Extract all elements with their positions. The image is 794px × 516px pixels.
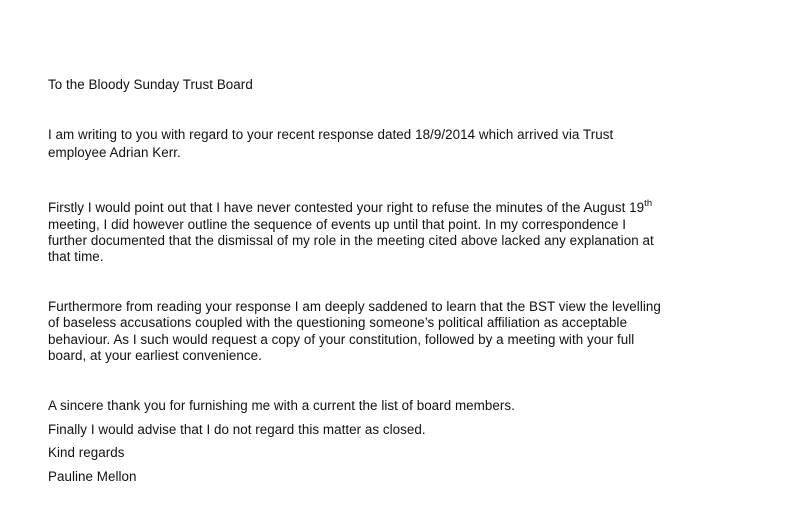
closing: Kind regards [48,445,125,460]
paragraph-2-line-1 [48,199,652,217]
salutation: To the Bloody Sunday Trust Board [48,77,253,92]
paragraph-3-line-1: Furthermore from reading your response I am deeply saddened to learn that the BST view the levelling [48,299,661,314]
signature: Pauline Mellon [48,469,137,484]
paragraph-1-line-1: I am writing to you with regard to your recent response dated 18/9/2014 which arrived via Trust [48,127,614,142]
paragraph-1-line-2: employee Adrian Kerr. [48,145,181,160]
ordinal-suffix: th [644,198,653,209]
paragraph-2-line-1-text: Firstly I would point out that I have never contested your right to refuse the minutes of the August 19 [48,200,645,215]
paragraph-3-line-4: board, at your earliest convenience. [48,348,262,363]
paragraph-3-line-3: behaviour. As I such would request a copy of your constitution, followed by a meeting with your full [48,332,635,347]
paragraph-5: Finally I would advise that I do not regard this matter as closed. [48,422,426,437]
paragraph-4: A sincere thank you for furnishing me with a current the list of board members. [48,398,515,413]
paragraph-2-line-2: meeting, I did however outline the sequence of events up until that point. In my correspondence I [48,217,627,232]
paragraph-2-line-4: that time. [48,249,104,264]
paragraph-2-line-3: further documented that the dismissal of my role in the meeting cited above lacked any explanation at [48,233,654,248]
paragraph-3-line-2: of baseless accusations coupled with the questioning someone’s political affiliation as acceptable [48,315,628,330]
